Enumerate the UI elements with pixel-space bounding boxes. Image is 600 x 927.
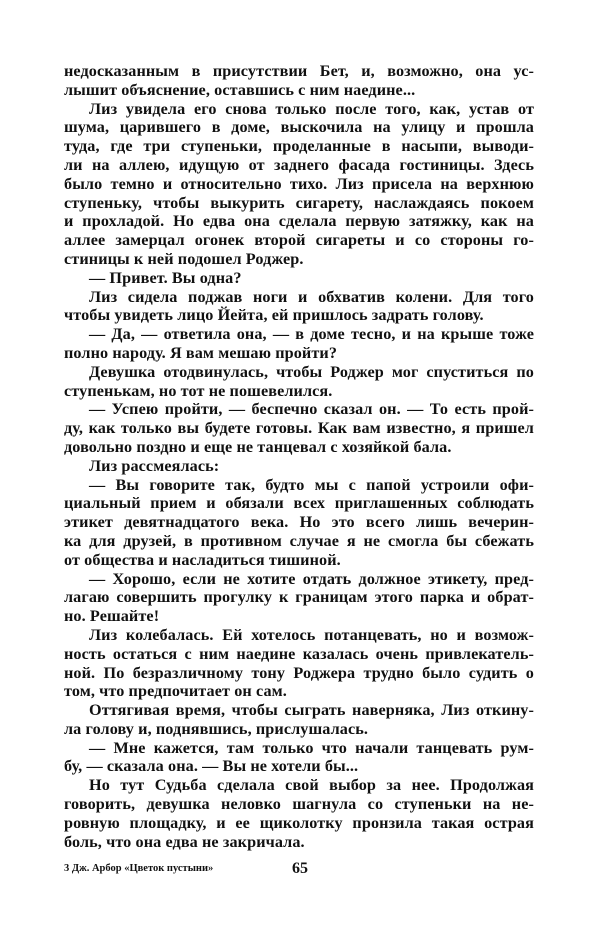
paragraph (64, 570, 534, 626)
paragraph (64, 100, 534, 269)
paragraph (64, 269, 534, 288)
paragraph (64, 626, 534, 701)
paragraph (64, 363, 534, 401)
text-line: аллее замерцал огонек второй сигареты и со стороны го- (64, 231, 534, 250)
text-line: боль, что она едва не закричала. (64, 832, 305, 851)
text-line: от общества и насладиться тишиной. (64, 550, 341, 569)
paragraph (64, 476, 534, 570)
text-line: ность остаться с ним наедине казалась очень привлекатель- (64, 644, 534, 663)
paragraph (64, 325, 534, 363)
text-line: ровную площадку, и ее щиколотку пронзила такая острая (64, 813, 534, 832)
text-line: Девушка отодвинулась, чтобы Роджер мог спуститься по (89, 362, 534, 381)
text-line: но. Решайте! (64, 607, 160, 626)
text-line: Но тут Судьба сделала свой выбор за нее. Продолжая (89, 776, 534, 795)
text-line: — Привет. Вы одна? (89, 268, 242, 287)
text-line: ной. По безразличному тону Роджера трудно было судить о (64, 663, 534, 682)
text-line: чтобы увидеть лицо Йейта, ей пришлось задрать голову. (64, 306, 484, 325)
page-number: 65 (292, 860, 308, 877)
text-line: ду, как только вы будете готовы. Как вам известно, я пришел (64, 419, 534, 438)
text-line: лагаю совершить прогулку к границам этого парка и обрат- (64, 588, 534, 607)
paragraph (64, 457, 534, 476)
text-line: — Вы говорите так, будто мы с папой устроили офи- (89, 475, 534, 494)
text-line: циальный прием и обязали всех приглашенных соблюдать (64, 494, 534, 513)
text-line: и прохладой. Но едва она сделала первую затяжку, как на (64, 212, 534, 231)
paragraph (64, 776, 534, 851)
paragraph (64, 739, 534, 777)
text-line: том, что предпочитает он сам. (64, 682, 287, 701)
text-line: — Успею пройти, — беспечно сказал он. — То есть прой- (89, 400, 534, 419)
text-line: полно народу. Я вам мешаю пройти? (64, 343, 338, 362)
paragraph (64, 701, 534, 739)
text-line: — Да, — ответила она, — в доме тесно, и на крыше тоже (89, 325, 534, 344)
text-line: лышит объяснение, оставшись с ним наедине... (64, 80, 416, 99)
text-line: ла голову и, поднявшись, прислушалась. (64, 719, 369, 738)
paragraph (64, 288, 534, 326)
text-line: Лиз рассмеялась: (89, 456, 220, 475)
page-footer (64, 860, 534, 880)
text-line: Лиз сидела поджав ноги и обхватив колени. Для того (89, 287, 534, 306)
text-line: Оттягивая время, чтобы сыграть наверняка, Лиз откину- (89, 701, 534, 720)
text-line: ступенькам, но тот не пошевелился. (64, 381, 333, 400)
text-line: было темно и относительно тихо. Лиз присела на верхнюю (64, 174, 534, 193)
text-line: ступеньку, чтобы выкурить сигарету, наслаждаясь покоем (64, 193, 534, 212)
text-line: — Хорошо, если не хотите отдать должное этикету, пред- (89, 569, 534, 588)
text-line: Лиз колебалась. Ей хотелось потанцевать, но и возмож- (89, 625, 534, 644)
text-line: этикет девятнадцатого века. Но это всего лишь вечерин- (64, 513, 534, 532)
printer-signature: 3 Дж. Арбор «Цветок пустыни» (64, 863, 214, 874)
page-body-text (64, 62, 534, 851)
text-line: недосказанным в присутствии Бет, и, возможно, она ус- (64, 62, 534, 80)
paragraph (64, 62, 534, 100)
text-line: ка для друзей, в противном случае я не смогла бы сбежать (64, 531, 534, 550)
text-line: шума, царившего в доме, выскочила на улицу и прошла (64, 118, 534, 137)
text-line: — Мне кажется, там только что начали танцевать рум- (89, 738, 534, 757)
text-line: говорить, девушка неловко шагнула со ступеньки на не- (64, 795, 534, 814)
text-line: бу, — сказала она. — Вы не хотели бы... (64, 757, 359, 776)
paragraph (64, 400, 534, 456)
text-line: Лиз увидела его снова только после того, как, устав от (89, 99, 534, 118)
text-line: туда, где три ступеньки, проделанные в насыпи, выводи- (64, 137, 534, 156)
text-line: довольно поздно и еще не танцевал с хозяйкой бала. (64, 437, 452, 456)
text-line: ли на аллею, идущую от заднего фасада гостиницы. Здесь (64, 155, 534, 174)
text-line: стиницы к ней подошел Роджер. (64, 249, 304, 268)
